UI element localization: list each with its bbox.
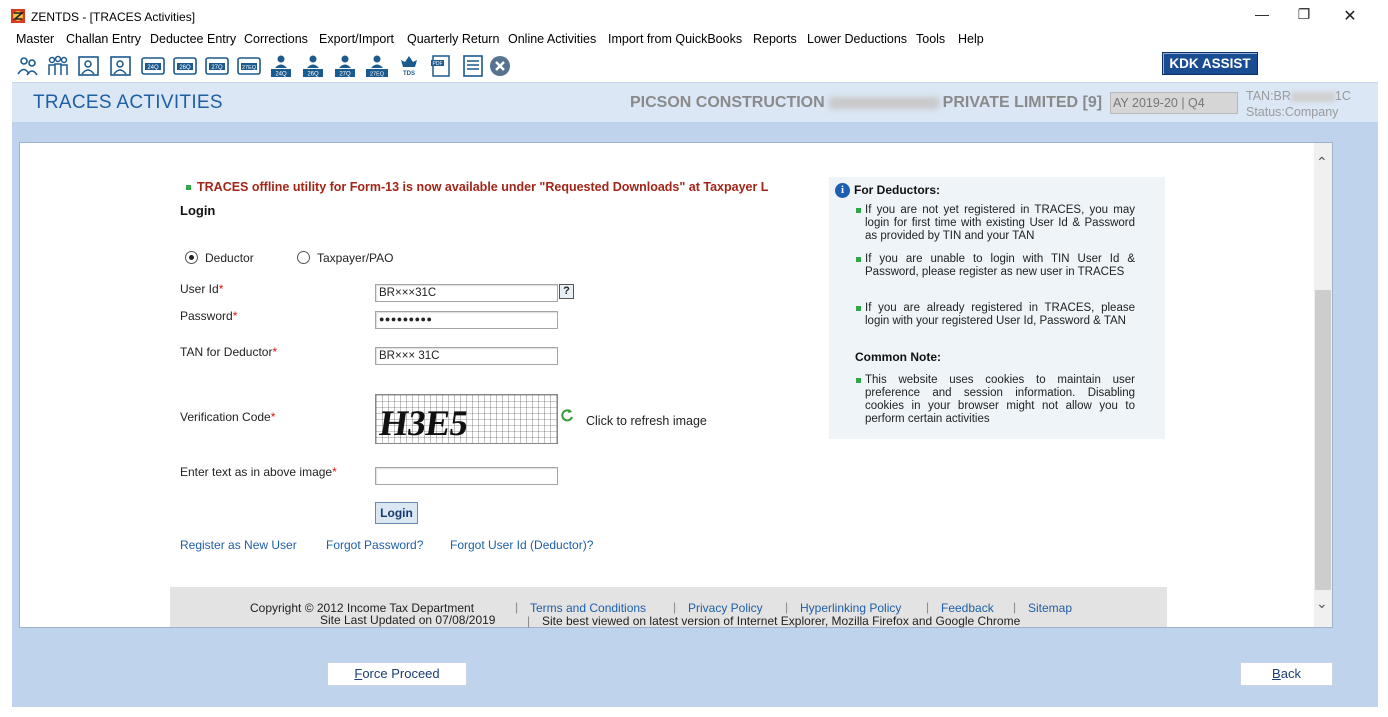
menu-master[interactable]: Master xyxy=(16,32,55,46)
window-title: ZENTDS - [TRACES Activities] xyxy=(31,10,196,24)
svg-text:27EQ: 27EQ xyxy=(241,65,257,71)
bullet-icon xyxy=(856,257,861,262)
menu-quarterly-return[interactable]: Quarterly Return xyxy=(407,32,500,46)
captcha-image xyxy=(375,394,558,444)
close-button[interactable]: ✕ xyxy=(1343,8,1357,25)
menu-reports[interactable]: Reports xyxy=(753,32,797,46)
svg-text:24Q: 24Q xyxy=(147,65,159,71)
refresh-image-text[interactable]: Click to refresh image xyxy=(586,414,707,428)
back-button[interactable]: Back xyxy=(1240,662,1333,686)
user-id-input[interactable]: BR×××31C xyxy=(375,284,558,302)
period-field: AY 2019-20 | Q4 xyxy=(1110,92,1238,114)
info-item: If you are unable to login with TIN User Id & Password, please register as new user in TRACES xyxy=(856,253,1135,279)
common-note-heading: Common Note: xyxy=(855,350,941,364)
site-updated-text: Site Last Updated on 07/08/2019 xyxy=(320,613,496,627)
company-name: PICSON CONSTRUCTION PRIVATE LIMITED [9] xyxy=(630,94,1103,111)
page-title: TRACES ACTIVITIES xyxy=(33,92,223,113)
register-link[interactable]: Register as New User xyxy=(180,538,297,552)
footer-separator: | xyxy=(785,600,789,614)
pdf-icon[interactable] xyxy=(428,54,454,78)
form-26q-icon[interactable] xyxy=(172,54,198,78)
footer-separator: | xyxy=(527,614,531,628)
kdk-assist-button[interactable]: KDK ASSIST xyxy=(1162,52,1258,75)
form-27eq-icon[interactable] xyxy=(236,54,262,78)
tan-info: TAN:BR 1C Status:Company xyxy=(1246,89,1351,119)
tds-icon[interactable] xyxy=(396,54,422,78)
verification-code-label: Verification Code* xyxy=(180,410,276,424)
title-bar xyxy=(0,0,1388,30)
help-icon[interactable]: ? xyxy=(559,284,574,299)
deductor-icon[interactable] xyxy=(76,54,102,78)
forgot-userid-link[interactable]: Forgot User Id (Deductor)? xyxy=(450,538,594,552)
form-24q-icon[interactable] xyxy=(140,54,166,78)
radio-taxpayer[interactable] xyxy=(297,251,310,264)
footer-separator: | xyxy=(1013,600,1017,614)
privacy-link[interactable]: Privacy Policy xyxy=(688,601,763,615)
group-icon[interactable] xyxy=(45,54,71,78)
form13-notice: TRACES offline utility for Form-13 is now available under "Requested Downloads" at Taxpayer L xyxy=(186,180,819,194)
radio-deductor-label: Deductor xyxy=(205,251,254,265)
info-icon: i xyxy=(835,183,850,198)
tan-label: TAN for Deductor* xyxy=(180,345,278,359)
password-input[interactable]: ●●●●●●●●● xyxy=(375,311,558,329)
exit-icon[interactable] xyxy=(488,54,514,78)
notes-icon[interactable] xyxy=(460,54,486,78)
return-26q-icon[interactable] xyxy=(300,54,326,78)
scrollbar-thumb[interactable] xyxy=(1315,290,1331,590)
menu-export-import[interactable]: Export/Import xyxy=(319,32,395,46)
terms-link[interactable]: Terms and Conditions xyxy=(530,601,647,615)
menu-lower-deductions[interactable]: Lower Deductions xyxy=(807,32,908,46)
svg-text:TDS: TDS xyxy=(403,71,415,77)
page-header xyxy=(12,82,1378,122)
enter-text-label: Enter text as in above image* xyxy=(180,465,337,479)
menu-import-quickbooks[interactable]: Import from QuickBooks xyxy=(608,32,743,46)
forgot-password-link[interactable]: Forgot Password? xyxy=(326,538,424,552)
radio-deductor[interactable] xyxy=(185,251,198,264)
menu-deductee-entry[interactable]: Deductee Entry xyxy=(150,32,237,46)
svg-text:27EQ: 27EQ xyxy=(369,71,385,78)
status-label: Status:Company xyxy=(1246,105,1339,119)
bullet-icon xyxy=(856,306,861,311)
footer-separator: | xyxy=(515,600,519,614)
footer-separator: | xyxy=(926,600,930,614)
return-27q-icon[interactable] xyxy=(332,54,358,78)
svg-text:H3E5: H3E5 xyxy=(377,403,471,443)
bullet-icon xyxy=(856,208,861,213)
svg-text:24Q: 24Q xyxy=(275,71,287,78)
maximize-button[interactable]: ❐ xyxy=(1297,6,1311,22)
svg-text:27Q: 27Q xyxy=(339,71,351,78)
scroll-down-icon[interactable]: ⌄ xyxy=(1316,595,1328,611)
bullet-icon xyxy=(186,185,191,190)
user-id-label: User Id* xyxy=(180,282,224,296)
radio-taxpayer-label: Taxpayer/PAO xyxy=(317,251,394,265)
captcha-input[interactable] xyxy=(375,467,558,485)
window-edge xyxy=(1378,82,1388,707)
tan-input[interactable]: BR××× 31C xyxy=(375,347,558,365)
password-label: Password* xyxy=(180,309,238,323)
best-viewed-text: Site best viewed on latest version of Internet Explorer, Mozilla Firefox and Google Chrome xyxy=(542,614,1021,628)
menu-help[interactable]: Help xyxy=(958,32,984,46)
sitemap-link[interactable]: Sitemap xyxy=(1028,601,1073,615)
menu-corrections[interactable]: Corrections xyxy=(244,32,308,46)
form-27q-icon[interactable] xyxy=(204,54,230,78)
minimize-button[interactable]: — xyxy=(1255,6,1269,22)
footer-separator: | xyxy=(673,600,677,614)
deductee-icon[interactable] xyxy=(108,54,134,78)
bullet-icon xyxy=(856,378,861,383)
login-button[interactable]: Login xyxy=(375,502,418,524)
force-proceed-button[interactable]: Force Proceed xyxy=(327,662,467,686)
info-item: If you are already registered in TRACES, please login with your registered User Id, Password & TAN xyxy=(856,302,1135,328)
info-heading: For Deductors: xyxy=(854,183,941,197)
copyright-text: Copyright © 2012 Income Tax Department xyxy=(250,601,475,615)
app-logo-icon xyxy=(11,9,25,23)
svg-text:26Q: 26Q xyxy=(179,65,191,71)
common-note-item: This website uses cookies to maintain user preference and session information. Disabling cookies in your browser might not allow you to perform certain activities xyxy=(856,374,1135,426)
menu-challan-entry[interactable]: Challan Entry xyxy=(66,32,142,46)
svg-text:26Q: 26Q xyxy=(307,71,319,78)
refresh-icon[interactable] xyxy=(560,408,574,422)
menu-online-activities[interactable]: Online Activities xyxy=(508,32,597,46)
return-27eq-icon[interactable] xyxy=(364,54,390,78)
login-heading: Login xyxy=(180,203,216,218)
hyperlinking-link[interactable]: Hyperlinking Policy xyxy=(800,601,902,615)
return-24q-icon[interactable] xyxy=(268,54,294,78)
svg-text:27Q: 27Q xyxy=(211,65,223,71)
info-item: If you are not yet registered in TRACES, you may login for first time with existing User Id & Password as provided by TIN and your TAN xyxy=(856,204,1135,243)
users-icon[interactable] xyxy=(15,54,41,78)
feedback-link[interactable]: Feedback xyxy=(941,601,994,615)
menu-bar xyxy=(0,30,1388,50)
scroll-up-icon[interactable]: ⌃ xyxy=(1316,154,1328,170)
svg-text:PDF: PDF xyxy=(432,61,443,67)
menu-tools[interactable]: Tools xyxy=(916,32,946,46)
